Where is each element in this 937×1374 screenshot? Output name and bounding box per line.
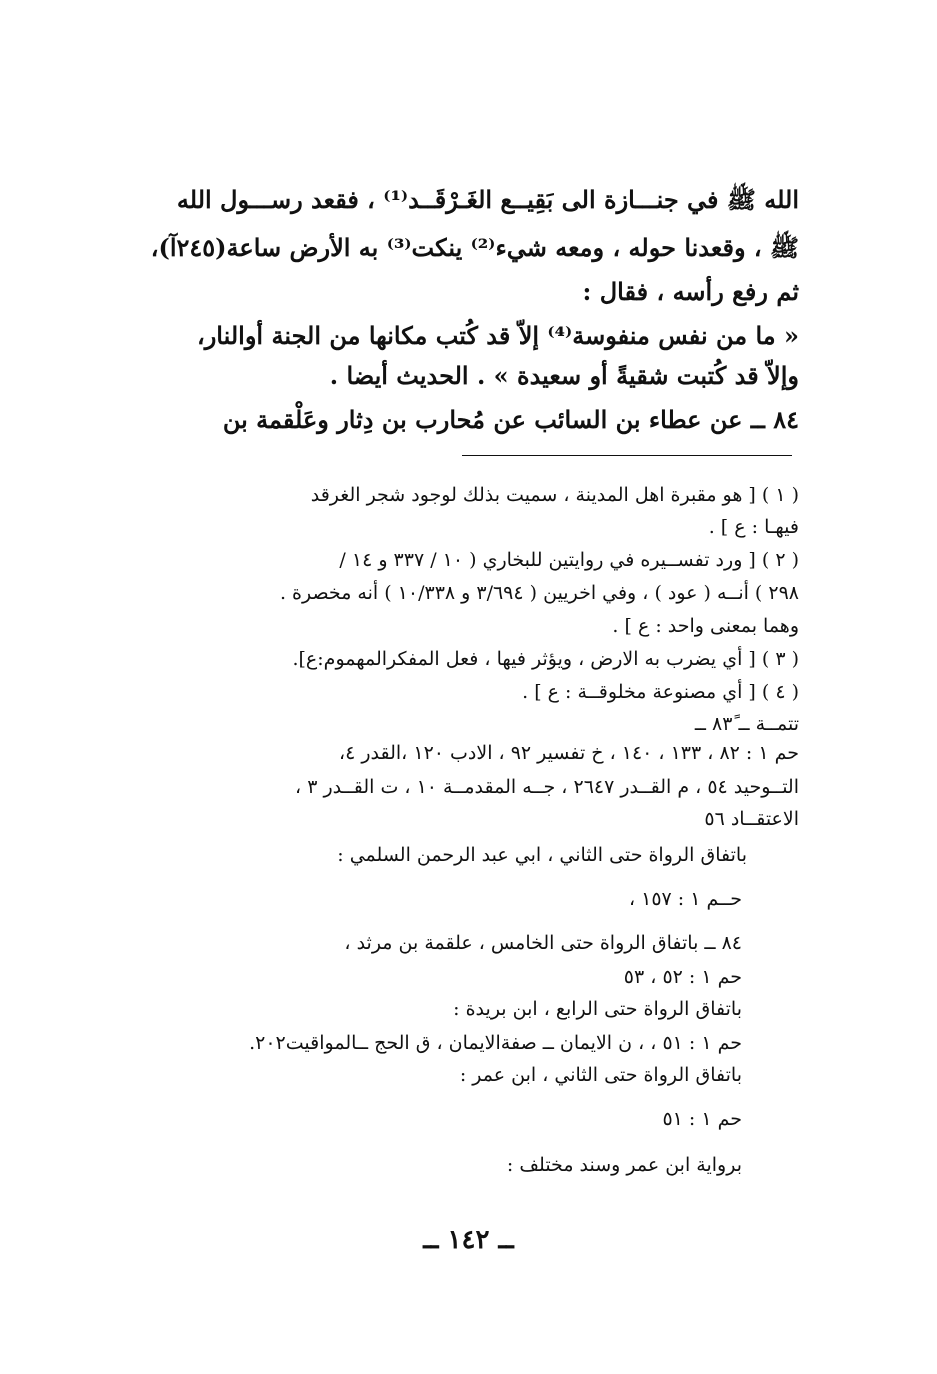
footnote-line: التــوحيد ٥٤ ، م القــدر ٢٦٤٧ ، جــه المقدمــة ١٠ ، ت القــدر ٣ ، bbox=[295, 776, 799, 798]
footnote-line: باتفاق الرواة حتى الرابع ، ابن بريدة : bbox=[453, 998, 742, 1020]
main-text-line: « ما من نفس منفوسة⁽⁴⁾ إلاّ قد كُتب مكانها من الجنة أوالنار، bbox=[196, 321, 799, 350]
footnote-line: وهما بمعنى واحد : ع ] . bbox=[612, 615, 799, 637]
footnote-line: باتفاق الرواة حتى الثاني ، ابي عبد الرحمن السلمي : bbox=[337, 844, 747, 866]
footnote-line: حم ١ : ٥٢ ، ٥٣ bbox=[623, 966, 742, 988]
main-text-line: ثم رفع رأسه ، فقال : bbox=[582, 277, 799, 306]
footnote-line: حم ١ : ٥١ bbox=[662, 1108, 742, 1130]
footnote-line: حــم ١ : ١٥٧ ، bbox=[628, 888, 742, 910]
footnote-line: ٨٤ ــ باتفاق الرواة حتى الخامس ، علقمة بن مرثد ، bbox=[344, 932, 742, 954]
footnote-line: ( ١ ) [ هو مقبرة اهل المدينة ، سميت بذلك لوجود شجر الغرقد bbox=[310, 484, 799, 506]
footnote-line: ( ٣ ) [ أي يضرب به الارض ، ويؤثر فيها ، فعل المفكرالمهموم:ع]. bbox=[292, 648, 799, 670]
main-text-line: وإلاّ قد كُتبت شقيةً أو سعيدة » . الحديث أيضا . bbox=[329, 361, 799, 390]
footnote-line: ٢٩٨ ) أنــه ( عود ) ، وفي اخريين ( ٣/٦٩٤ و ١٠/٣٣٨ ) أنه مخصرة . bbox=[279, 582, 799, 604]
main-text-line: ٨٤ً ــ عن عطاء بن السائب عن مُحارب بن دِثار وعَلْقمة بن bbox=[222, 405, 799, 434]
page-number: ــ ١٤٢ ــ bbox=[423, 1225, 514, 1255]
footnote-line: ( ٤ ) [ أي مصنوعة مخلوقــة : ع ] . bbox=[522, 681, 799, 703]
footnote-line: حم ١ : ٥١ ، ، ن الايمان ــ صفةالايمان ، ق الحج ــالمواقيت٢٠٢. bbox=[249, 1032, 742, 1054]
main-text-line: ﷺ ، وقعدنا حوله ، ومعه شيء⁽²⁾ ينكت⁽³⁾ به الأرض ساعة(٢٤٥آ)، bbox=[150, 233, 799, 262]
footnote-line: تتمــة ــ ٨٣ً ــ bbox=[694, 713, 799, 735]
footnote-line: حم ١ : ٨٢ ، ١٣٣ ، ١٤٠ ، خ تفسير ٩٢ ، الادب ١٢٠ ،القدر ٤، bbox=[338, 742, 799, 764]
footnote-line: باتفاق الرواة حتى الثاني ، ابن عمر : bbox=[459, 1064, 742, 1086]
main-text-line: الله ﷺ في جنـــازة الى بَقِيــع الغَـرْقَــد⁽¹⁾ ، فقعد رســـول الله bbox=[176, 185, 799, 214]
footnote-line: فيهـا : ع ] . bbox=[708, 516, 799, 538]
footnote-line: الاعتقــاد ٥٦ bbox=[704, 808, 799, 830]
footnote-line: ( ٢ ) [ ورد تفســيره في روايتين للبخاري ( ١٠ / ٣٣٧ و ١٤ / bbox=[339, 549, 799, 571]
footnote-line: برواية ابن عمر وسند مختلف : bbox=[506, 1154, 742, 1176]
footnote-divider bbox=[462, 455, 792, 456]
